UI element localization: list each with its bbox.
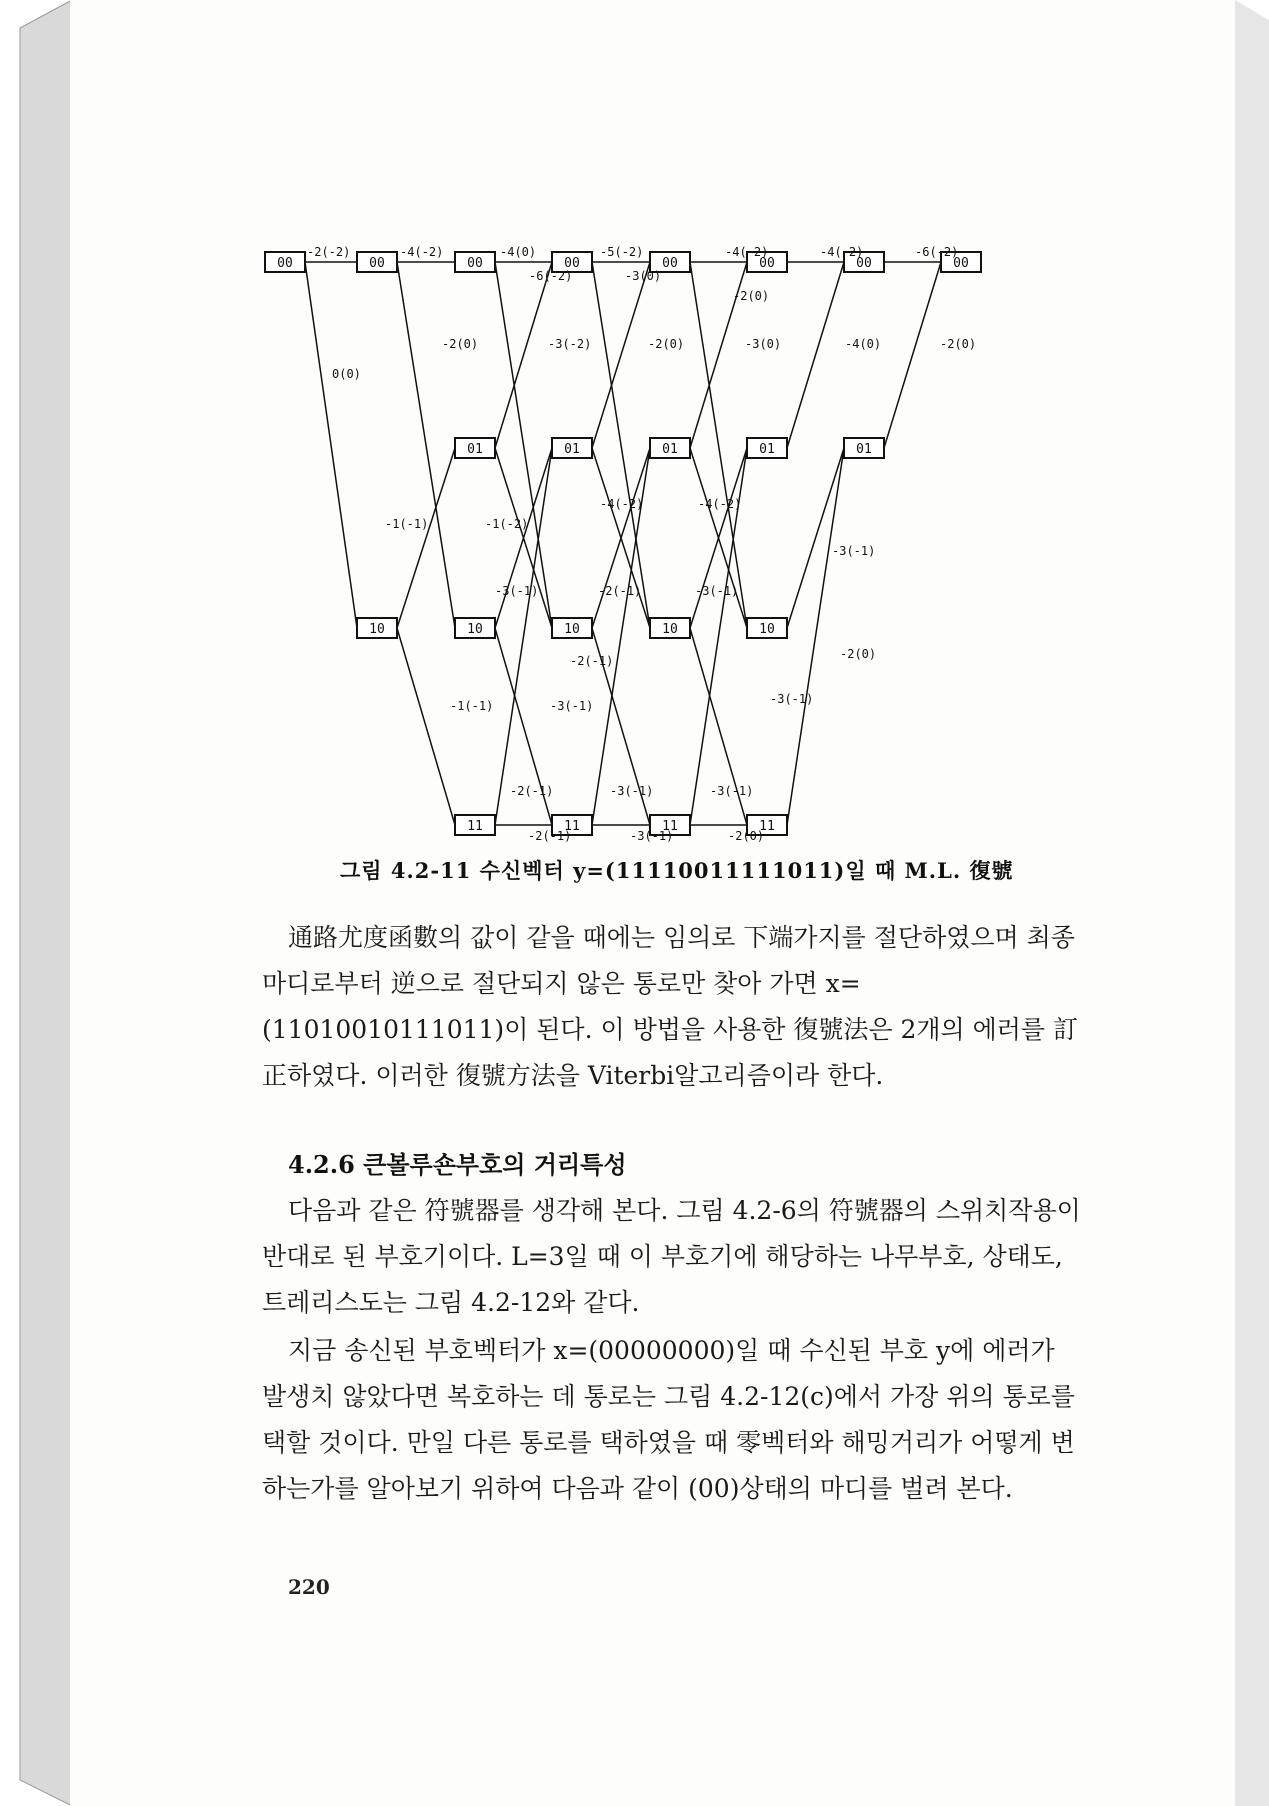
branch-metric-label: -2(-1) (528, 829, 572, 843)
trellis-diagram (70, 0, 1170, 850)
branch-metric-label: -2(0) (733, 289, 770, 303)
svg-text:11: 11 (564, 819, 580, 834)
paragraph-3-text: 지금 송신된 부호벡터가 x=(00000000)일 때 수신된 부호 y에 에러가 발생치 않았다면 복호하는 데 통로는 그림 4.2-12(c)에서 가장 위의 통로를 택할 것이다. 만일 다른 통로를 택하였을 때 零벡터와 해밍거리가 어떻게 변하는가를 알아보기 위하여 다음과 같이 (00)상태의 마디를 벌려 본다. (262, 1336, 1075, 1503)
trellis-node-10 (357, 618, 397, 638)
trellis-branch (397, 448, 455, 628)
branch-metric-label: -2(-1) (510, 784, 554, 798)
paragraph-2 (262, 1188, 1082, 1326)
trellis-node-00 (265, 252, 305, 272)
trellis-branch (884, 262, 941, 448)
paragraph-1 (262, 915, 1082, 1099)
trellis-node-10 (552, 618, 592, 638)
trellis-branch (495, 262, 552, 448)
branch-metric-label: -6(-2) (915, 245, 959, 259)
branch-metric-label: -4(-2) (600, 497, 644, 511)
svg-text:00: 00 (662, 256, 678, 271)
branch-metric-label: -4(0) (500, 245, 537, 259)
branch-metric-label: -4(-2) (820, 245, 864, 259)
branch-metric-label: -3(-1) (550, 699, 594, 713)
svg-text:10: 10 (759, 622, 775, 637)
svg-text:11: 11 (759, 819, 775, 834)
branch-metric-label: -3(-1) (495, 584, 539, 598)
page-number: 220 (288, 1575, 330, 1599)
branch-metric-label: -2(0) (648, 337, 685, 351)
trellis-node-11 (455, 815, 495, 835)
trellis-node-01 (650, 438, 690, 458)
branch-metric-label: -3(-1) (695, 584, 739, 598)
branch-metric-label: -4(0) (845, 337, 882, 351)
branch-metric-label: -2(0) (728, 829, 765, 843)
paragraph-1-text: 通路尤度函數의 값이 같을 때에는 임의로 下端가지를 절단하였으며 최종마디로부터 逆으로 절단되지 않은 통로만 찾아 가면 x=(11010010111011)이 된다. 이 방법을 사용한 復號法은 2개의 에러를 訂正하였다. 이러한 復號方法을 Viterbi알고리즘이라 한다. (262, 923, 1079, 1090)
svg-text:00: 00 (953, 256, 969, 271)
trellis-node-00 (357, 252, 397, 272)
branch-metric-label: -3(-1) (630, 829, 674, 843)
branch-metric-label: -4(-2) (725, 245, 769, 259)
branch-metric-label: -3(0) (745, 337, 782, 351)
trellis-node-01 (455, 438, 495, 458)
section-heading: 4.2.6 큰볼루숀부호의 거리특성 (288, 1150, 627, 1179)
trellis-branch (787, 448, 844, 628)
svg-text:10: 10 (564, 622, 580, 637)
svg-text:01: 01 (856, 442, 872, 457)
branch-metric-label: -2(0) (940, 337, 977, 351)
trellis-node-01 (747, 438, 787, 458)
trellis-branch (787, 262, 844, 448)
trellis-branch (690, 262, 747, 628)
branch-metric-label: -2(0) (442, 337, 479, 351)
svg-text:01: 01 (662, 442, 678, 457)
branch-metric-label: -3(-2) (548, 337, 592, 351)
paragraph-3 (262, 1328, 1082, 1512)
branch-metric-label: -5(-2) (600, 245, 644, 259)
svg-text:00: 00 (369, 256, 385, 271)
branch-metric-label: -2(-1) (598, 584, 642, 598)
branch-metric-label: -3(-1) (832, 544, 876, 558)
branch-metric-label: -1(-1) (385, 517, 429, 531)
branch-metric-label: -4(-2) (400, 245, 444, 259)
paragraph-2-text: 다음과 같은 符號器를 생각해 본다. 그림 4.2-6의 符號器의 스위치작용이 반대로 된 부호기이다. L=3일 때 이 부호기에 해당하는 나무부호, 상태도, 트레리스도는 그림 4.2-12와 같다. (262, 1196, 1081, 1317)
svg-text:01: 01 (467, 442, 483, 457)
svg-text:00: 00 (467, 256, 483, 271)
trellis-node-01 (552, 438, 592, 458)
svg-text:01: 01 (759, 442, 775, 457)
trellis-node-00 (455, 252, 495, 272)
svg-text:10: 10 (662, 622, 678, 637)
trellis-node-10 (747, 618, 787, 638)
svg-text:01: 01 (564, 442, 580, 457)
trellis-branch (495, 262, 552, 628)
svg-text:11: 11 (662, 819, 678, 834)
trellis-branch (592, 262, 650, 448)
trellis-branch (397, 262, 455, 628)
branch-metric-label: -6(-2) (529, 269, 573, 283)
trellis-branch (787, 448, 844, 825)
branch-metric-label: -1(-2) (485, 517, 529, 531)
branch-metric-label: -2(-1) (570, 654, 614, 668)
svg-text:00: 00 (564, 256, 580, 271)
svg-text:10: 10 (369, 622, 385, 637)
trellis-branch (592, 262, 650, 628)
svg-text:00: 00 (759, 256, 775, 271)
trellis-branch (495, 448, 552, 825)
branch-metric-label: -3(-1) (710, 784, 754, 798)
branch-metric-label: -4(-2) (698, 497, 742, 511)
branch-metric-label: 0(0) (332, 367, 361, 381)
branch-metric-label: -3(0) (625, 269, 662, 283)
trellis-node-10 (650, 618, 690, 638)
branch-metric-label: -3(-1) (770, 692, 814, 706)
trellis-branch (305, 262, 357, 628)
branch-metric-label: -2(0) (840, 647, 877, 661)
trellis-branch (397, 628, 455, 825)
branch-metric-label: -2(-2) (307, 245, 351, 259)
figure-caption: 그림 4.2-11 수신벡터 y=(11110011111011)일 때 M.L. 復號 (340, 858, 1014, 883)
trellis-node-10 (455, 618, 495, 638)
trellis-node-01 (844, 438, 884, 458)
svg-text:11: 11 (467, 819, 483, 834)
branch-metric-label: -1(-1) (450, 699, 494, 713)
svg-text:00: 00 (277, 256, 293, 271)
svg-text:10: 10 (467, 622, 483, 637)
branch-metric-label: -3(-1) (610, 784, 654, 798)
svg-text:00: 00 (856, 256, 872, 271)
